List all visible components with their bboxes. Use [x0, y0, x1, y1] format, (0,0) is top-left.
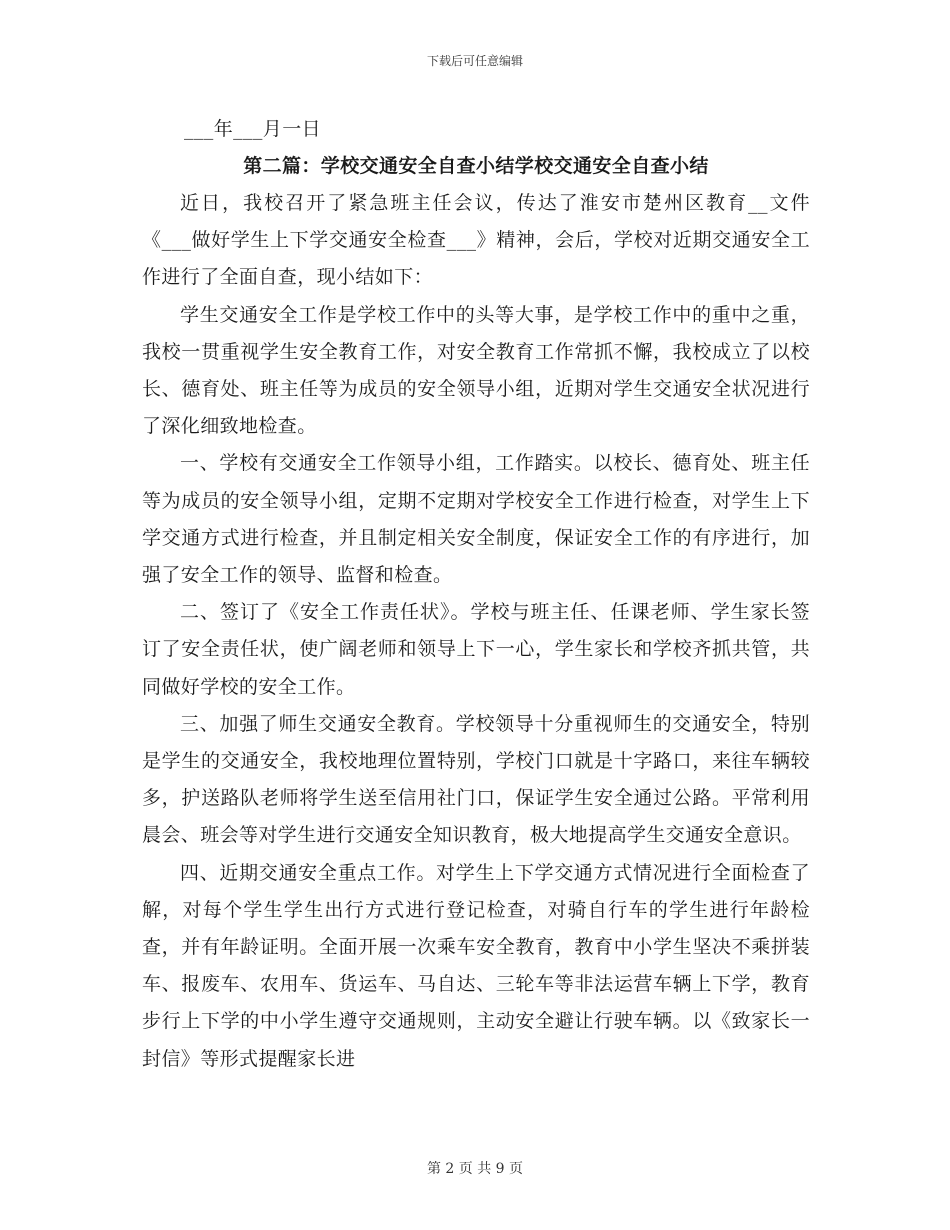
paragraph-item-2: 二、签订了《安全工作责任状》。学校与班主任、任课老师、学生家长签订了安全责任状，使广阔老师和领导上下一心，学生家长和学校齐抓共管，共同做好学校的安全工作。: [142, 601, 810, 698]
paragraph-item-4: 四、近期交通安全重点工作。对学生上下学交通方式情况进行全面检查了解，对每个学生学生出行方式进行登记检查，对骑自行车的学生进行年龄检查，并有年龄证明。全面开展一次乘车安全教育，教育中小学生坚决不乘拼装车、报废车、农用车、货运车、马自达、三轮车等非法运营车辆上下学，教育步行上下学的中小学生遵守交通规则，主动安全避让行驶车辆。以《致家长一封信》等形式提醒家长进: [142, 861, 810, 1070]
paragraph-overview: 学生交通安全工作是学校工作中的头等大事，是学校工作中的重中之重，我校一贯重视学生安全教育工作，对安全教育工作常抓不懈，我校成立了以校长、德育处、班主任等为成员的安全领导小组，近期对学生交通安全状况进行了深化细致地检查。: [142, 303, 810, 438]
paragraph-item-3: 三、加强了师生交通安全教育。学校领导十分重视师生的交通安全，特别是学生的交通安全，我校地理位置特别，学校门口就是十字路口，来往车辆较多，护送路队老师将学生送至信用社门口，保证学生安全通过公路。平常利用晨会、班会等对学生进行交通安全知识教育，极大地提高学生交通安全意识。: [142, 712, 810, 847]
paragraph-item-1: 一、学校有交通安全工作领导小组，工作踏实。以校长、德育处、班主任等为成员的安全领导小组，定期不定期对学校安全工作进行检查，对学生上下学交通方式进行检查，并且制定相关安全制度，保证安全工作的有序进行，加强了安全工作的领导、监督和检查。: [142, 452, 810, 587]
paragraph-intro: 近日，我校召开了紧急班主任会议，传达了淮安市楚州区教育__文件《___做好学生上下学交通安全检查___》精神，会后，学校对近期交通安全工作进行了全面自查，现小结如下：: [142, 192, 810, 289]
page-header: 下载后可任意编辑: [426, 54, 523, 68]
date-line: ___年___月一日: [184, 118, 322, 140]
document-body: [142, 111, 810, 1078]
page-number: 第 2 页 共 9 页: [426, 1161, 524, 1177]
section-title: 第二篇：学校交通安全自查小结学校交通安全自查小结: [243, 155, 709, 177]
